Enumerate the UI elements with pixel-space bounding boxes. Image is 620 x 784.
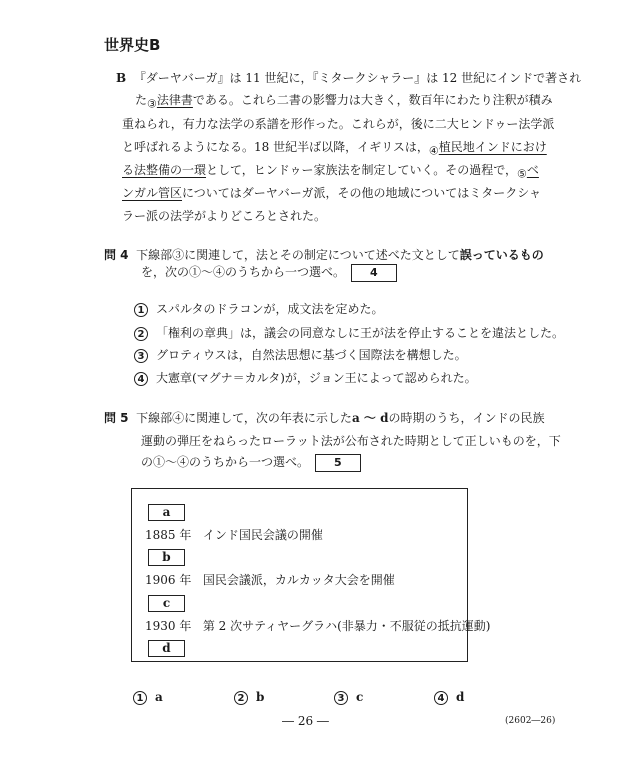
event-year: 1930 年	[145, 619, 192, 633]
underlined-term: ベ	[526, 163, 539, 177]
event-text: 国民会議派，カルカッタ大会を開催	[202, 573, 395, 587]
choice-number: 2	[234, 691, 248, 705]
option-text: 「権利の章典」は，議会の同意なしに王が法を停止することを違法とした。	[156, 326, 565, 340]
q4-option-3[interactable]	[134, 346, 467, 363]
option-text: スパルタのドラコンが，成文法を定めた。	[156, 302, 384, 316]
exam-code: (2602―26)	[505, 716, 556, 726]
underlined-term: 法律書	[156, 93, 193, 107]
q5-text: の時期のうち，インドの民族	[388, 411, 545, 425]
choice-letter: b	[256, 690, 265, 704]
choice-number: 1	[133, 691, 147, 705]
q5-choice-2[interactable]	[234, 690, 264, 705]
passage-text: として，ヒンドゥー家族法を制定していく。その過程で，	[206, 163, 517, 177]
q5-choice-4[interactable]	[434, 690, 464, 705]
choice-number: 4	[434, 691, 448, 705]
underlined-term: る法整備の一環	[122, 163, 207, 177]
section-title: 世界史B	[104, 36, 161, 54]
q5-choice-3[interactable]	[334, 690, 363, 705]
timeline-segment-c: c	[148, 592, 185, 612]
option-text: 大憲章(マグナ＝カルタ)が，ジョン王によって認められた。	[156, 371, 477, 385]
event-year: 1906 年	[145, 573, 192, 587]
q4-option-4[interactable]	[134, 369, 477, 386]
passage-line-1	[116, 70, 581, 86]
q4-line-1	[104, 246, 544, 263]
underlined-term: ンガル管区	[122, 186, 183, 200]
q5-text: の①～④のうちから一つ選べ。	[141, 455, 310, 469]
q4-emphasis: 誤っているもの	[459, 248, 544, 262]
q5-text: 運動の弾圧をねらったローラット法が公布された時期として正しいものを，下	[141, 434, 561, 448]
passage-line-6	[122, 185, 541, 201]
q5-text: 下線部④に関連して，次の年表に示した	[136, 411, 352, 425]
option-text: グロティウスは，自然法思想に基づく国際法を構想した。	[156, 348, 467, 362]
passage-text: 重ねられ，有力な法学の系譜を形作った。これらが，後に二大ヒンドゥー法学派	[122, 117, 555, 131]
passage-marker: B	[116, 71, 127, 85]
q4-option-1[interactable]	[134, 300, 384, 317]
event-text: インド国民会議の開催	[202, 528, 323, 542]
answer-box-5[interactable]: 5	[315, 454, 361, 472]
passage-line-2	[135, 92, 553, 112]
passage-line-7	[122, 208, 326, 224]
passage-text: についてはダーヤバーガ派，その他の地域についてはミタークシャ	[182, 186, 542, 200]
timeline-event-1885	[145, 526, 323, 543]
circled-number: ③	[147, 97, 157, 111]
timeline-segment-a: a	[148, 501, 185, 521]
passage-line-4	[122, 139, 547, 159]
passage-text: た	[135, 93, 148, 107]
q5-label: 問 5	[104, 411, 129, 425]
passage-text: である。これら二書の影響力は大きく，数百年にわたり注釈が積み	[192, 93, 553, 107]
q5-emphasis: a ～ d	[351, 411, 389, 425]
event-text: 第 2 次サティヤーグラハ(非暴力・不服従の抵抗運動)	[202, 619, 491, 633]
timeline-event-1906	[145, 571, 395, 588]
passage-text: と呼ばれるようになる。18 世紀半ば以降，イギリスは，	[122, 140, 429, 154]
circled-number: ④	[428, 144, 439, 158]
answer-box-4[interactable]: 4	[351, 264, 397, 282]
q5-line-1	[104, 409, 544, 426]
q5-line-2	[141, 432, 561, 449]
timeline-event-1930	[145, 617, 490, 634]
option-number: 2	[134, 327, 148, 341]
circled-number: ⑤	[517, 167, 527, 181]
timeline-segment-d: d	[148, 637, 185, 657]
passage-text: ラー派の法学がよりどころとされた。	[122, 209, 327, 223]
timeline-segment-b: b	[148, 546, 185, 566]
q5-line-3	[141, 453, 361, 472]
underlined-term: 植民地インドにおけ	[438, 140, 547, 154]
choice-letter: c	[356, 690, 364, 704]
option-number: 1	[134, 303, 148, 317]
q5-choice-1[interactable]	[133, 690, 163, 705]
choice-number: 3	[334, 691, 348, 705]
event-year: 1885 年	[145, 528, 192, 542]
q4-line-2	[141, 263, 397, 282]
passage-line-3	[122, 116, 554, 132]
option-number: 3	[134, 349, 148, 363]
choice-letter: d	[456, 690, 465, 704]
choice-letter: a	[155, 690, 163, 704]
q4-option-2[interactable]	[134, 324, 564, 341]
option-number: 4	[134, 372, 148, 386]
page-number: ― 26 ―	[282, 714, 329, 728]
q4-text: を，次の①～④のうちから一つ選べ。	[141, 265, 346, 279]
q4-label: 問 4	[104, 248, 129, 262]
passage-line-5	[122, 162, 539, 182]
passage-text: 『ダーヤバーガ』は 11 世紀に，『ミタークシャラー』は 12 世紀にインドで著され	[133, 71, 582, 85]
q4-text: 下線部③に関連して，法とその制定について述べた文として	[136, 248, 460, 262]
